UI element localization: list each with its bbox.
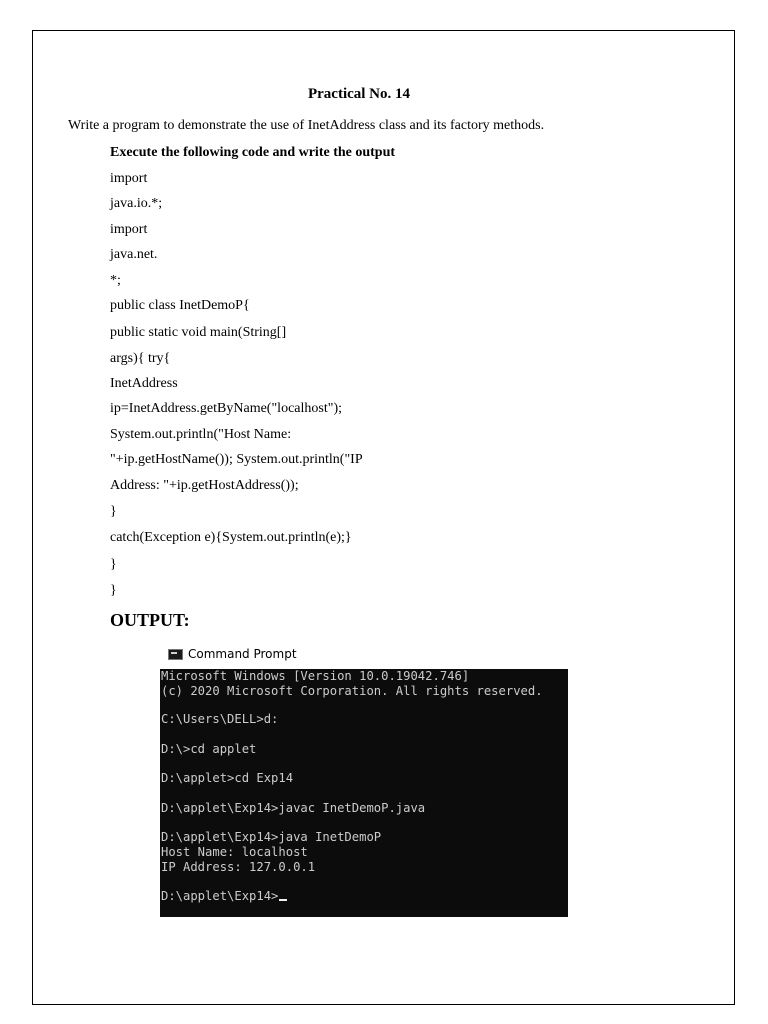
command-prompt-icon (168, 649, 183, 660)
text-cursor (279, 899, 287, 901)
console-line: (c) 2020 Microsoft Corporation. All rights reserved. (161, 684, 543, 698)
code-line: java.net. (110, 247, 158, 262)
code-line: System.out.println("Host Name: (110, 427, 292, 442)
code-line: } (110, 583, 117, 598)
code-line: InetAddress (110, 376, 178, 391)
console-line: D:\applet\Exp14>java InetDemoP (161, 830, 382, 844)
code-line: *; (110, 273, 121, 288)
code-line: } (110, 557, 117, 572)
console-title: Command Prompt (188, 647, 297, 661)
instruction-heading: Execute the following code and write the output (110, 145, 396, 160)
console-output (160, 669, 568, 917)
console-line: Microsoft Windows [Version 10.0.19042.746] (161, 669, 470, 683)
code-line: } (110, 504, 117, 519)
code-line: args){ try{ (110, 351, 171, 366)
code-line: catch(Exception e){System.out.println(e);} (110, 530, 352, 545)
code-line: java.io.*; (110, 196, 163, 211)
code-line: Address: "+ip.getHostAddress()); (110, 478, 299, 493)
code-line: public class InetDemoP{ (110, 298, 250, 313)
code-line: public static void main(String[] (110, 325, 287, 340)
console-line: D:\>cd applet (161, 742, 257, 756)
console-line: D:\applet>cd Exp14 (161, 771, 294, 785)
console-line: IP Address: 127.0.0.1 (161, 860, 316, 874)
console-line: C:\Users\DELL>d: (161, 712, 279, 726)
code-line: "+ip.getHostName()); System.out.println("IP (110, 452, 363, 467)
output-heading: OUTPUT: (110, 610, 190, 630)
code-line: import (110, 171, 148, 186)
console-prompt-line (161, 889, 287, 903)
console-line: Host Name: localhost (161, 845, 308, 859)
console-titlebar (168, 646, 297, 662)
page-title: Practical No. 14 (307, 86, 411, 102)
console-line: D:\applet\Exp14>javac InetDemoP.java (161, 801, 426, 815)
code-line: ip=InetAddress.getByName("localhost"); (110, 401, 342, 416)
problem-description: Write a program to demonstrate the use of InetAddress class and its factory methods. (68, 118, 545, 133)
console-prompt: D:\applet\Exp14> (161, 889, 279, 903)
code-line: import (110, 222, 148, 237)
